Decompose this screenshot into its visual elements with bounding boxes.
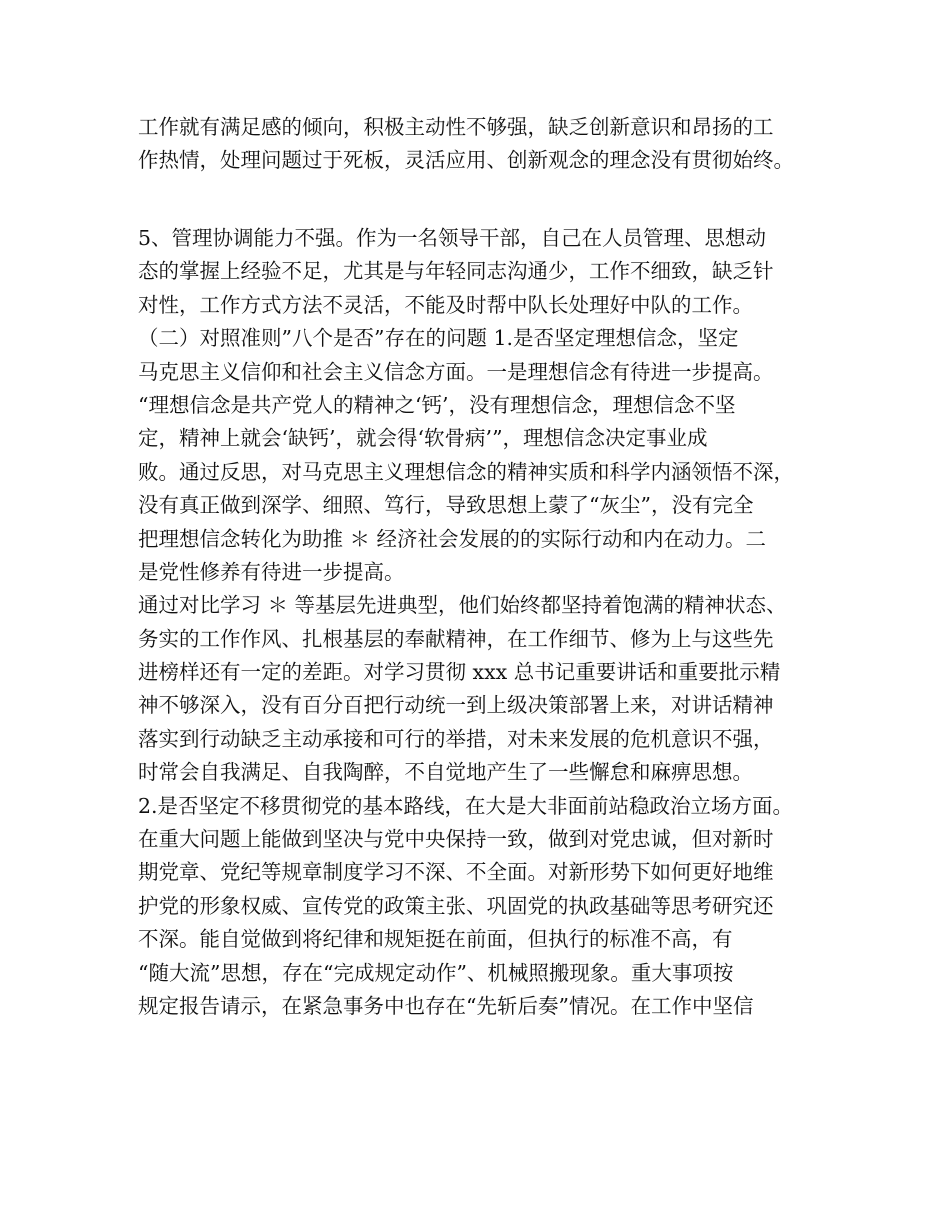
text-line: “理想信念是共产党人的精神之‘钙’，没有理想信念，理想信念不坚	[138, 392, 736, 417]
paragraph-block-1	[138, 111, 828, 178]
text-line: 2.是否坚定不移贯彻党的基本路线，在大是大非面前站稳政治立场方面。	[138, 793, 794, 818]
text-line: 马克思主义信仰和社会主义信念方面。一是理想信念有待进一步提高。	[138, 359, 774, 384]
text-line: 时常会自我满足、自我陶醉，不自觉地产生了一些懈怠和麻痹思想。	[138, 760, 753, 785]
text-line: 对性，工作方式方法不灵活，不能及时帮中队长处理好中队的工作。	[138, 292, 753, 317]
text-line: 不深。能自觉做到将纪律和规矩挺在前面，但执行的标准不高，有	[138, 927, 733, 952]
text-line: 是党性修养有待进一步提高。	[138, 559, 405, 584]
text-line: 落实到行动缺乏主动承接和可行的举措，对未来发展的危机意识不强，	[138, 726, 774, 751]
text-line: 期党章、党纪等规章制度学习不深、不全面。对新形势下如何更好地维	[138, 860, 774, 885]
text-line: 进榜样还有一定的差距。对学习贯彻 xxx 总书记重要讲话和重要批示精	[138, 660, 781, 685]
text-line: “随大流”思想，存在“完成规定动作”、机械照搬现象。重大事项按	[138, 960, 734, 985]
text-line: 败。通过反思，对马克思主义理想信念的精神实质和科学内涵领悟不深，	[138, 459, 794, 484]
text-line: 5、管理协调能力不强。作为一名领导干部，自己在人员管理、思想动	[138, 226, 767, 250]
text-line: 规定报告请示，在紧急事务中也存在“先斩后奏”情况。在工作中坚信	[138, 993, 754, 1018]
text-line: 作热情，处理问题过于死板，灵活应用、创新观念的理念没有贯彻始终。	[138, 148, 794, 173]
text-line: 在重大问题上能做到坚决与党中央保持一致，做到对党忠诚，但对新时	[138, 827, 774, 852]
text-line: 神不够深入，没有百分百把行动统一到上级决策部署上来，对讲话精神	[138, 693, 774, 718]
text-line: 通过对比学习 ＊ 等基层先进典型，他们始终都坚持着饱满的精神状态、	[138, 593, 787, 618]
text-line: 护党的形象权威、宣传党的政策主张、巩固党的执政基础等思考研究还	[138, 893, 774, 918]
paragraph-block-2	[138, 222, 828, 1023]
text-line: 务实的工作作风、扎根基层的奉献精神，在工作细节、修为上与这些先	[138, 626, 774, 651]
text-line: （二）对照准则”八个是否”存在的问题 1.是否坚定理想信念，坚定	[138, 326, 739, 351]
text-line: 没有真正做到深学、细照、笃行，导致思想上蒙了“灰尘”，没有完全	[138, 493, 754, 518]
text-line: 定，精神上就会‘缺钙’，就会得‘软骨病’”，理想信念决定事业成	[138, 426, 708, 451]
text-line: 把理想信念转化为助推 ＊ 经济社会发展的的实际行动和内在动力。二	[138, 526, 767, 551]
text-line: 工作就有满足感的倾向，积极主动性不够强，缺乏创新意识和昂扬的工	[138, 115, 774, 139]
text-line: 态的掌握上经验不足，尤其是与年轻同志沟通少，工作不细致，缺乏针	[138, 259, 774, 284]
